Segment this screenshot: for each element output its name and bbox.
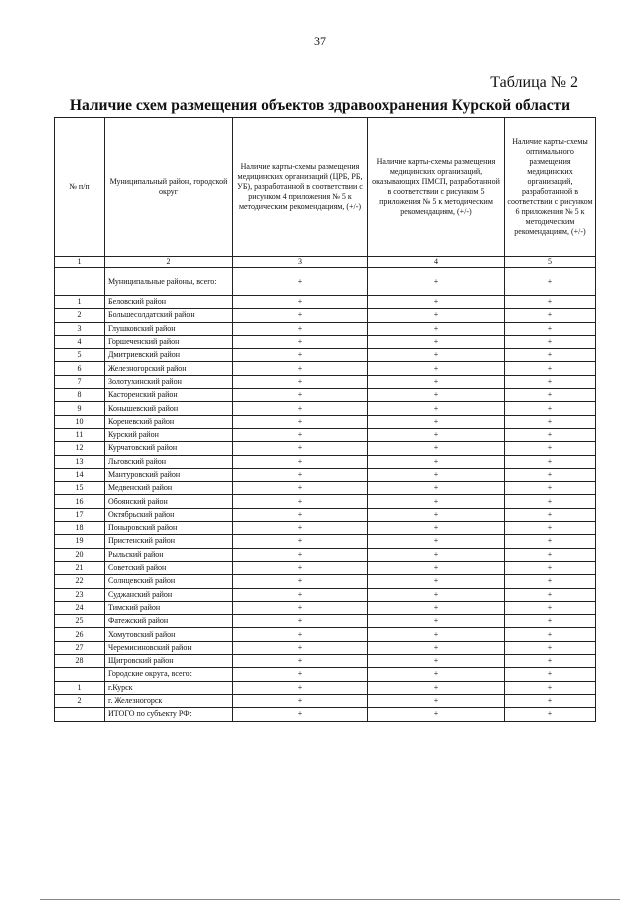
row-number: 17 xyxy=(55,508,105,521)
map-crb-value: + xyxy=(233,415,368,428)
row-number: 19 xyxy=(55,535,105,548)
map-optimal-value: + xyxy=(505,681,596,694)
map-pmsp-value: + xyxy=(368,508,505,521)
district-name: Щигровский район xyxy=(105,655,233,668)
map-pmsp-value: + xyxy=(368,601,505,614)
map-crb-value: + xyxy=(233,268,368,296)
map-optimal-value: + xyxy=(505,349,596,362)
district-name: Дмитриевский район xyxy=(105,349,233,362)
district-row xyxy=(55,535,596,548)
row-number: 27 xyxy=(55,641,105,654)
map-pmsp-value: + xyxy=(368,548,505,561)
map-crb-value: + xyxy=(233,708,368,721)
map-optimal-value: + xyxy=(505,402,596,415)
row-number: 11 xyxy=(55,428,105,441)
map-pmsp-value: + xyxy=(368,362,505,375)
map-optimal-value: + xyxy=(505,442,596,455)
row-number: 1 xyxy=(55,681,105,694)
district-name: Горшеченский район xyxy=(105,335,233,348)
row-number: 20 xyxy=(55,548,105,561)
map-pmsp-value: + xyxy=(368,402,505,415)
district-row xyxy=(55,548,596,561)
map-optimal-value: + xyxy=(505,268,596,296)
district-name: Железногорский район xyxy=(105,362,233,375)
district-row xyxy=(55,455,596,468)
district-name: Мантуровский район xyxy=(105,468,233,481)
district-name: ИТОГО по субъекту РФ: xyxy=(105,708,233,721)
map-pmsp-value: + xyxy=(368,628,505,641)
map-optimal-value: + xyxy=(505,322,596,335)
map-pmsp-value: + xyxy=(368,561,505,574)
map-crb-value: + xyxy=(233,296,368,309)
column-number: 2 xyxy=(105,257,233,268)
district-name: Суджанский район xyxy=(105,588,233,601)
map-pmsp-value: + xyxy=(368,482,505,495)
district-row xyxy=(55,482,596,495)
map-crb-value: + xyxy=(233,482,368,495)
map-pmsp-value: + xyxy=(368,641,505,654)
map-optimal-value: + xyxy=(505,601,596,614)
map-optimal-value: + xyxy=(505,708,596,721)
map-pmsp-value: + xyxy=(368,335,505,348)
district-row xyxy=(55,428,596,441)
map-pmsp-value: + xyxy=(368,681,505,694)
map-optimal-value: + xyxy=(505,548,596,561)
map-crb-value: + xyxy=(233,455,368,468)
district-name: Медвенский район xyxy=(105,482,233,495)
map-crb-value: + xyxy=(233,548,368,561)
district-name: Хомутовский район xyxy=(105,628,233,641)
map-optimal-value: + xyxy=(505,628,596,641)
row-number: 16 xyxy=(55,495,105,508)
row-number: 5 xyxy=(55,349,105,362)
map-optimal-value: + xyxy=(505,588,596,601)
district-row xyxy=(55,309,596,322)
map-crb-value: + xyxy=(233,628,368,641)
district-name: Глушковский район xyxy=(105,322,233,335)
row-number: 28 xyxy=(55,655,105,668)
map-pmsp-value: + xyxy=(368,442,505,455)
column-number-row xyxy=(55,257,596,268)
header-row xyxy=(55,118,596,257)
map-pmsp-value: + xyxy=(368,455,505,468)
header-map-optimal: Наличие карты-схемы оптимального размещения медицинских организаций, разработанной в соответствии с рисунком 6 приложения № 5 к методическим рекомендациям, (+/-) xyxy=(505,118,596,257)
row-number: 14 xyxy=(55,468,105,481)
row-number: 22 xyxy=(55,575,105,588)
row-number xyxy=(55,708,105,721)
district-name: Беловский район xyxy=(105,296,233,309)
map-pmsp-value: + xyxy=(368,708,505,721)
row-number: 24 xyxy=(55,601,105,614)
district-name: Тимский район xyxy=(105,601,233,614)
district-row xyxy=(55,508,596,521)
district-name: Конышевский район xyxy=(105,402,233,415)
district-row xyxy=(55,601,596,614)
map-crb-value: + xyxy=(233,601,368,614)
map-optimal-value: + xyxy=(505,561,596,574)
map-optimal-value: + xyxy=(505,335,596,348)
row-number: 12 xyxy=(55,442,105,455)
map-crb-value: + xyxy=(233,428,368,441)
map-crb-value: + xyxy=(233,655,368,668)
district-name: Золотухинский район xyxy=(105,375,233,388)
map-optimal-value: + xyxy=(505,455,596,468)
map-pmsp-value: + xyxy=(368,296,505,309)
column-number: 1 xyxy=(55,257,105,268)
map-optimal-value: + xyxy=(505,641,596,654)
district-row xyxy=(55,641,596,654)
map-pmsp-value: + xyxy=(368,668,505,681)
map-crb-value: + xyxy=(233,668,368,681)
map-crb-value: + xyxy=(233,508,368,521)
header-map-crb: Наличие карты-схемы размещения медицинских организаций (ЦРБ, РБ, УБ), разработанной в соответствии с рисунком 4 приложения № 5 к методическим рекомендациям, (+/-) xyxy=(233,118,368,257)
map-optimal-value: + xyxy=(505,508,596,521)
district-row xyxy=(55,588,596,601)
map-pmsp-value: + xyxy=(368,309,505,322)
map-pmsp-value: + xyxy=(368,389,505,402)
map-pmsp-value: + xyxy=(368,428,505,441)
map-optimal-value: + xyxy=(505,482,596,495)
district-row xyxy=(55,655,596,668)
header-district: Муниципальный район, городской округ xyxy=(105,118,233,257)
row-number: 26 xyxy=(55,628,105,641)
map-optimal-value: + xyxy=(505,389,596,402)
map-crb-value: + xyxy=(233,561,368,574)
page-number: 37 xyxy=(314,34,326,48)
map-optimal-value: + xyxy=(505,362,596,375)
map-crb-value: + xyxy=(233,522,368,535)
row-number xyxy=(55,668,105,681)
map-optimal-value: + xyxy=(505,468,596,481)
row-number: 15 xyxy=(55,482,105,495)
map-optimal-value: + xyxy=(505,575,596,588)
district-name: Касторенский район xyxy=(105,389,233,402)
column-number: 4 xyxy=(368,257,505,268)
district-name: Солнцевский район xyxy=(105,575,233,588)
map-pmsp-value: + xyxy=(368,468,505,481)
map-pmsp-value: + xyxy=(368,694,505,707)
city-row xyxy=(55,694,596,707)
map-crb-value: + xyxy=(233,375,368,388)
district-row xyxy=(55,442,596,455)
municipal-section-row xyxy=(55,268,596,296)
district-row xyxy=(55,522,596,535)
district-name: Поныровский район xyxy=(105,522,233,535)
district-name: Кореневский район xyxy=(105,415,233,428)
map-crb-value: + xyxy=(233,694,368,707)
map-optimal-value: + xyxy=(505,296,596,309)
map-crb-value: + xyxy=(233,349,368,362)
map-crb-value: + xyxy=(233,389,368,402)
map-crb-value: + xyxy=(233,309,368,322)
district-row xyxy=(55,349,596,362)
district-row xyxy=(55,296,596,309)
row-number: 23 xyxy=(55,588,105,601)
row-number: 10 xyxy=(55,415,105,428)
map-crb-value: + xyxy=(233,641,368,654)
district-row xyxy=(55,402,596,415)
district-name: г.Курск xyxy=(105,681,233,694)
table-label: Таблица № 2 xyxy=(490,74,578,91)
district-name: Пристенский район xyxy=(105,535,233,548)
district-row xyxy=(55,575,596,588)
map-pmsp-value: + xyxy=(368,349,505,362)
district-row xyxy=(55,615,596,628)
column-number: 5 xyxy=(505,257,596,268)
row-number: 8 xyxy=(55,389,105,402)
map-pmsp-value: + xyxy=(368,268,505,296)
district-name: Большесолдатский район xyxy=(105,309,233,322)
map-pmsp-value: + xyxy=(368,615,505,628)
district-name: Курский район xyxy=(105,428,233,441)
map-optimal-value: + xyxy=(505,655,596,668)
district-row xyxy=(55,322,596,335)
health-facility-schemes-table xyxy=(54,117,596,722)
row-number: 2 xyxy=(55,694,105,707)
map-pmsp-value: + xyxy=(368,415,505,428)
district-name: г. Железногорск xyxy=(105,694,233,707)
map-optimal-value: + xyxy=(505,615,596,628)
map-optimal-value: + xyxy=(505,309,596,322)
district-name: Черемисиновский район xyxy=(105,641,233,654)
map-pmsp-value: + xyxy=(368,375,505,388)
map-optimal-value: + xyxy=(505,668,596,681)
district-row xyxy=(55,561,596,574)
city-row xyxy=(55,681,596,694)
district-name: Курчатовский район xyxy=(105,442,233,455)
map-pmsp-value: + xyxy=(368,495,505,508)
row-number: 1 xyxy=(55,296,105,309)
district-name: Советский район xyxy=(105,561,233,574)
district-name: Рыльский район xyxy=(105,548,233,561)
map-optimal-value: + xyxy=(505,375,596,388)
map-crb-value: + xyxy=(233,615,368,628)
district-name: Фатежский район xyxy=(105,615,233,628)
map-optimal-value: + xyxy=(505,535,596,548)
column-number: 3 xyxy=(233,257,368,268)
district-row xyxy=(55,375,596,388)
table-body xyxy=(55,257,596,722)
district-name: Обоянский район xyxy=(105,495,233,508)
row-number: 7 xyxy=(55,375,105,388)
map-crb-value: + xyxy=(233,535,368,548)
map-pmsp-value: + xyxy=(368,575,505,588)
table-title: Наличие схем размещения объектов здравоохранения Курской области xyxy=(69,97,571,114)
map-crb-value: + xyxy=(233,681,368,694)
map-crb-value: + xyxy=(233,442,368,455)
map-crb-value: + xyxy=(233,362,368,375)
section-number-cell xyxy=(55,268,105,296)
row-number: 3 xyxy=(55,322,105,335)
district-row xyxy=(55,415,596,428)
map-pmsp-value: + xyxy=(368,655,505,668)
row-number: 6 xyxy=(55,362,105,375)
urban-section-row xyxy=(55,668,596,681)
map-crb-value: + xyxy=(233,335,368,348)
district-row xyxy=(55,495,596,508)
map-pmsp-value: + xyxy=(368,322,505,335)
map-pmsp-value: + xyxy=(368,535,505,548)
map-optimal-value: + xyxy=(505,522,596,535)
map-optimal-value: + xyxy=(505,415,596,428)
map-crb-value: + xyxy=(233,588,368,601)
map-optimal-value: + xyxy=(505,495,596,508)
map-crb-value: + xyxy=(233,495,368,508)
district-row xyxy=(55,389,596,402)
district-row xyxy=(55,628,596,641)
row-number: 13 xyxy=(55,455,105,468)
map-pmsp-value: + xyxy=(368,588,505,601)
district-name: Октябрьский район xyxy=(105,508,233,521)
district-row xyxy=(55,468,596,481)
map-crb-value: + xyxy=(233,322,368,335)
row-number: 9 xyxy=(55,402,105,415)
district-row xyxy=(55,335,596,348)
row-number: 21 xyxy=(55,561,105,574)
map-crb-value: + xyxy=(233,575,368,588)
row-number: 18 xyxy=(55,522,105,535)
row-number: 25 xyxy=(55,615,105,628)
header-map-pmsp: Наличие карты-схемы размещения медицинских организаций, оказывающих ПМСП, разработанной в соответствии с рисунком 5 приложения № 5 к методическим рекомендациям, (+/-) xyxy=(368,118,505,257)
row-number: 4 xyxy=(55,335,105,348)
district-row xyxy=(55,362,596,375)
map-crb-value: + xyxy=(233,468,368,481)
map-pmsp-value: + xyxy=(368,522,505,535)
section-label: Муниципальные районы, всего: xyxy=(105,268,233,296)
map-crb-value: + xyxy=(233,402,368,415)
map-optimal-value: + xyxy=(505,428,596,441)
header-number: № п/п xyxy=(55,118,105,257)
scan-edge-line xyxy=(40,899,620,900)
district-name: Городские округа, всего: xyxy=(105,668,233,681)
map-optimal-value: + xyxy=(505,694,596,707)
total-row xyxy=(55,708,596,721)
row-number: 2 xyxy=(55,309,105,322)
district-name: Льговский район xyxy=(105,455,233,468)
